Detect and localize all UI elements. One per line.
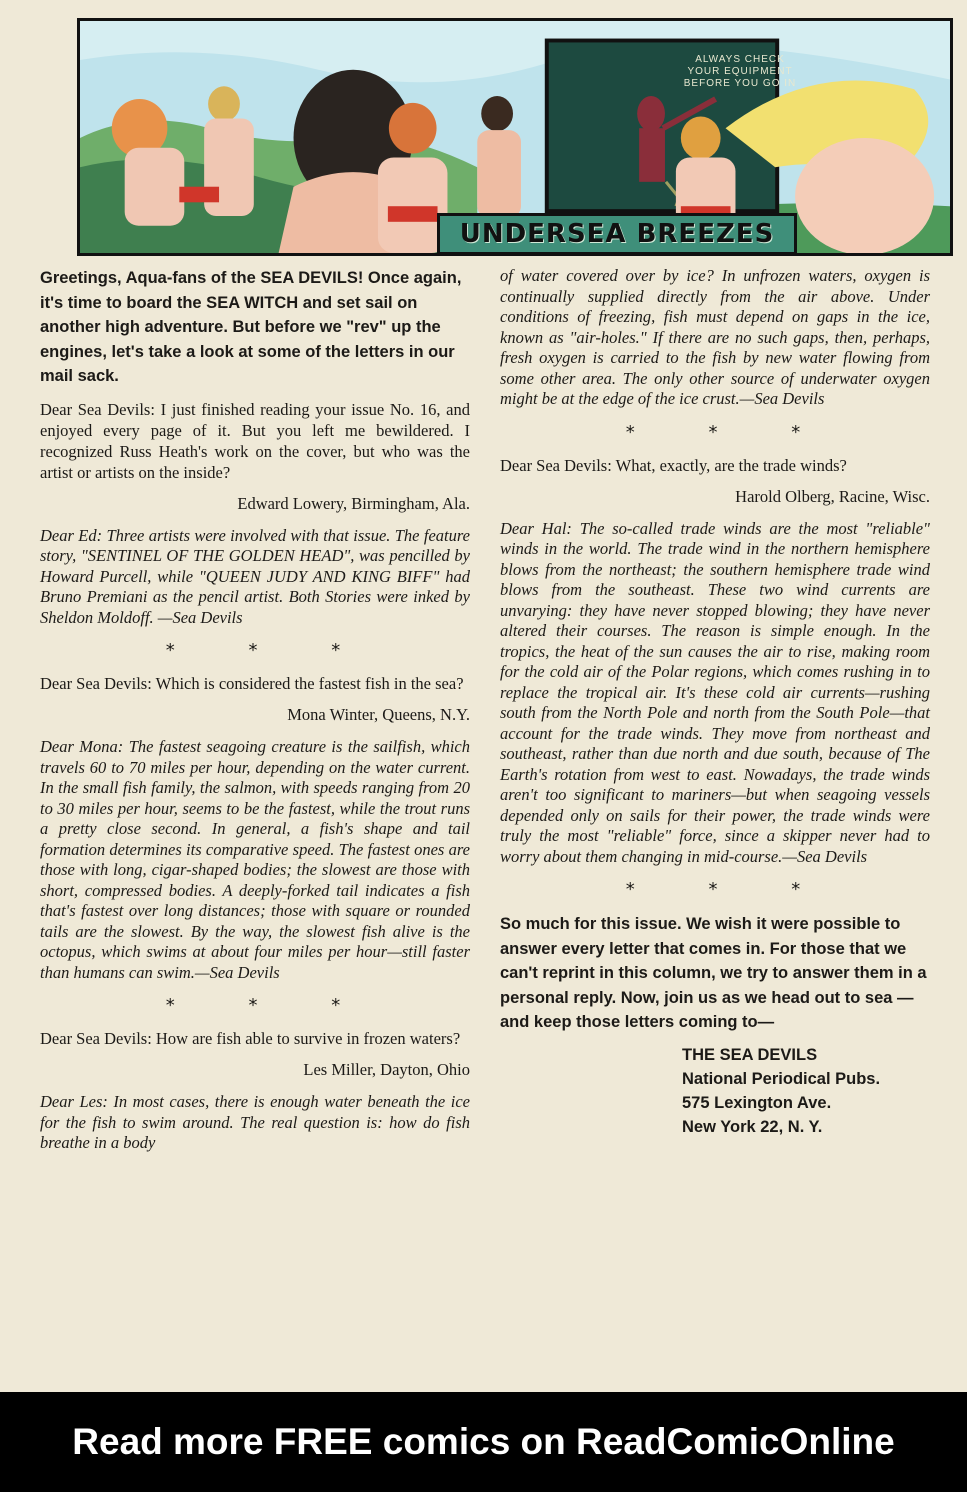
intro-text: Greetings, Aqua-fans of the SEA DEVILS! Once again, it's time to board the SEA WITCH and set sail on another high adventure. But before we "rev" up the engines, let's take a look at some of the letters in our mail sack. (40, 269, 462, 385)
signature-winter: Mona Winter, Queens, N.Y. (287, 705, 470, 724)
separator: * * * (625, 879, 835, 900)
letter-miller: Dear Sea Devils: How are fish able to survive in frozen waters? (40, 1029, 461, 1048)
reply-olberg: Dear Hal: The so-called trade winds are the most "reliable" winds in the world. The trade wind in the northern hemisphere blows from the northeast; the southern hemisphere trade wind blows from the southeast. These two wind currents are unvarying: they have never stopped blowing; they have never altered their courses. The reason is simple enough. In the tropics, the heat of the sun causes the air to rise, making room for the cold air of the Polar regions, which comes rushing in to replace the tropical air. It's these cold air currents—rushing south from the North Pole and north from the South Pole—that account for the trade winds. They move from northeast and southeast, rather than due north and due south, because of The Earth's rotation from west to east. Nowadays, the trade winds aren't too significant to mariners—but when seagoing vessels depended only on sails for their power, the trade winds were truly the most "reliable" force, since a skipper never had to worry about them changing in mid-course.—Sea Devils (500, 518, 930, 866)
footer-banner[interactable] (0, 1392, 967, 1492)
separator: * * * (625, 421, 835, 443)
separator: * * * (165, 995, 375, 1016)
address-line: THE SEA DEVILS (682, 1045, 818, 1064)
reply-winter: Dear Mona: The fastest seagoing creature is the sailfish, which travels 60 to 70 miles per hour, depending on the water current. In the small fish family, the salmon, with speeds ranging from 20 to 30 miles per hour, seems to be the fastest, while the trout runs a pretty close second. In general, a fish's shape and tail formation determines its comparative speed. The fastest ones are those with long, cigar-shaped bodies; the slowest are those with short, compressed bodies. A deeply-forked tail indicates a fish that's fastest over long distances; those with square or rounded tails are the slowest. By the way, the slowest fish alive is the octopus, which swims at about four miles per hour—still faster than humans can swim.—Sea Devils (40, 737, 470, 982)
right-column (500, 266, 930, 1139)
address-line: National Periodical Pubs. (682, 1069, 881, 1088)
letter-winter: Dear Sea Devils: Which is considered the fastest fish in the sea? (40, 674, 464, 693)
reply-lowery: Dear Ed: Three artists were involved with that issue. The feature story, "SENTINEL OF THE GOLDEN HEAD", was pencilled by Howard Purcell, while "QUEEN JUDY AND KING BIFF" had Bruno Premiani as the pencil artist. Both Stories were inked by Sheldon Moldoff. —Sea Devils (40, 525, 470, 627)
column-title: UNDERSEA BREEZES (437, 213, 797, 255)
address-line: 575 Lexington Ave. (682, 1093, 832, 1112)
signature-olberg: Harold Olberg, Racine, Wisc. (735, 486, 930, 506)
reply-miller-start: Dear Les: In most cases, there is enough water beneath the ice for the fish to swim around. The real question is: how do fish breathe in a body (40, 1092, 470, 1152)
separator: * * * (165, 640, 375, 661)
screen-caption: ALWAYS CHECK YOUR EQUIPMENT BEFORE YOU GO IN (683, 54, 797, 89)
left-column (40, 266, 470, 1154)
letter-lowery: Dear Sea Devils: I just finished reading your issue No. 16, and enjoyed every page of it. But you left me bewildered. I recognized Russ Heath's work on the cover, but who was the artist or artists on the inside? (40, 399, 470, 482)
banner-illustration (77, 18, 953, 256)
address-line: New York 22, N. Y. (682, 1117, 823, 1136)
closing-text: So much for this issue. We wish it were possible to answer every letter that comes in. For those that we can't reprint in this column, we try to answer them in a personal reply. Now, join us as we head out to sea —and keep those letters coming to— (500, 915, 927, 1031)
signature-miller: Les Miller, Dayton, Ohio (303, 1060, 470, 1079)
reply-miller-continued: of water covered over by ice? In unfrozen waters, oxygen is continually supplied directly from the air above. Under conditions of freezing, fish must depend on gaps in the ice, known as "air-holes." If there are no such gaps, then, perhaps, fresh oxygen is carried to the fish by new water flowing from some other area. The only other source of underwater oxygen might be at the edge of the ice crust.—Sea Devils (500, 266, 930, 408)
letter-olberg: Dear Sea Devils: What, exactly, are the trade winds? (500, 455, 847, 475)
mailing-address (682, 1043, 930, 1139)
signature-lowery: Edward Lowery, Birmingham, Ala. (237, 493, 470, 513)
footer-link-text[interactable]: Read more FREE comics on ReadComicOnline (72, 1421, 895, 1462)
